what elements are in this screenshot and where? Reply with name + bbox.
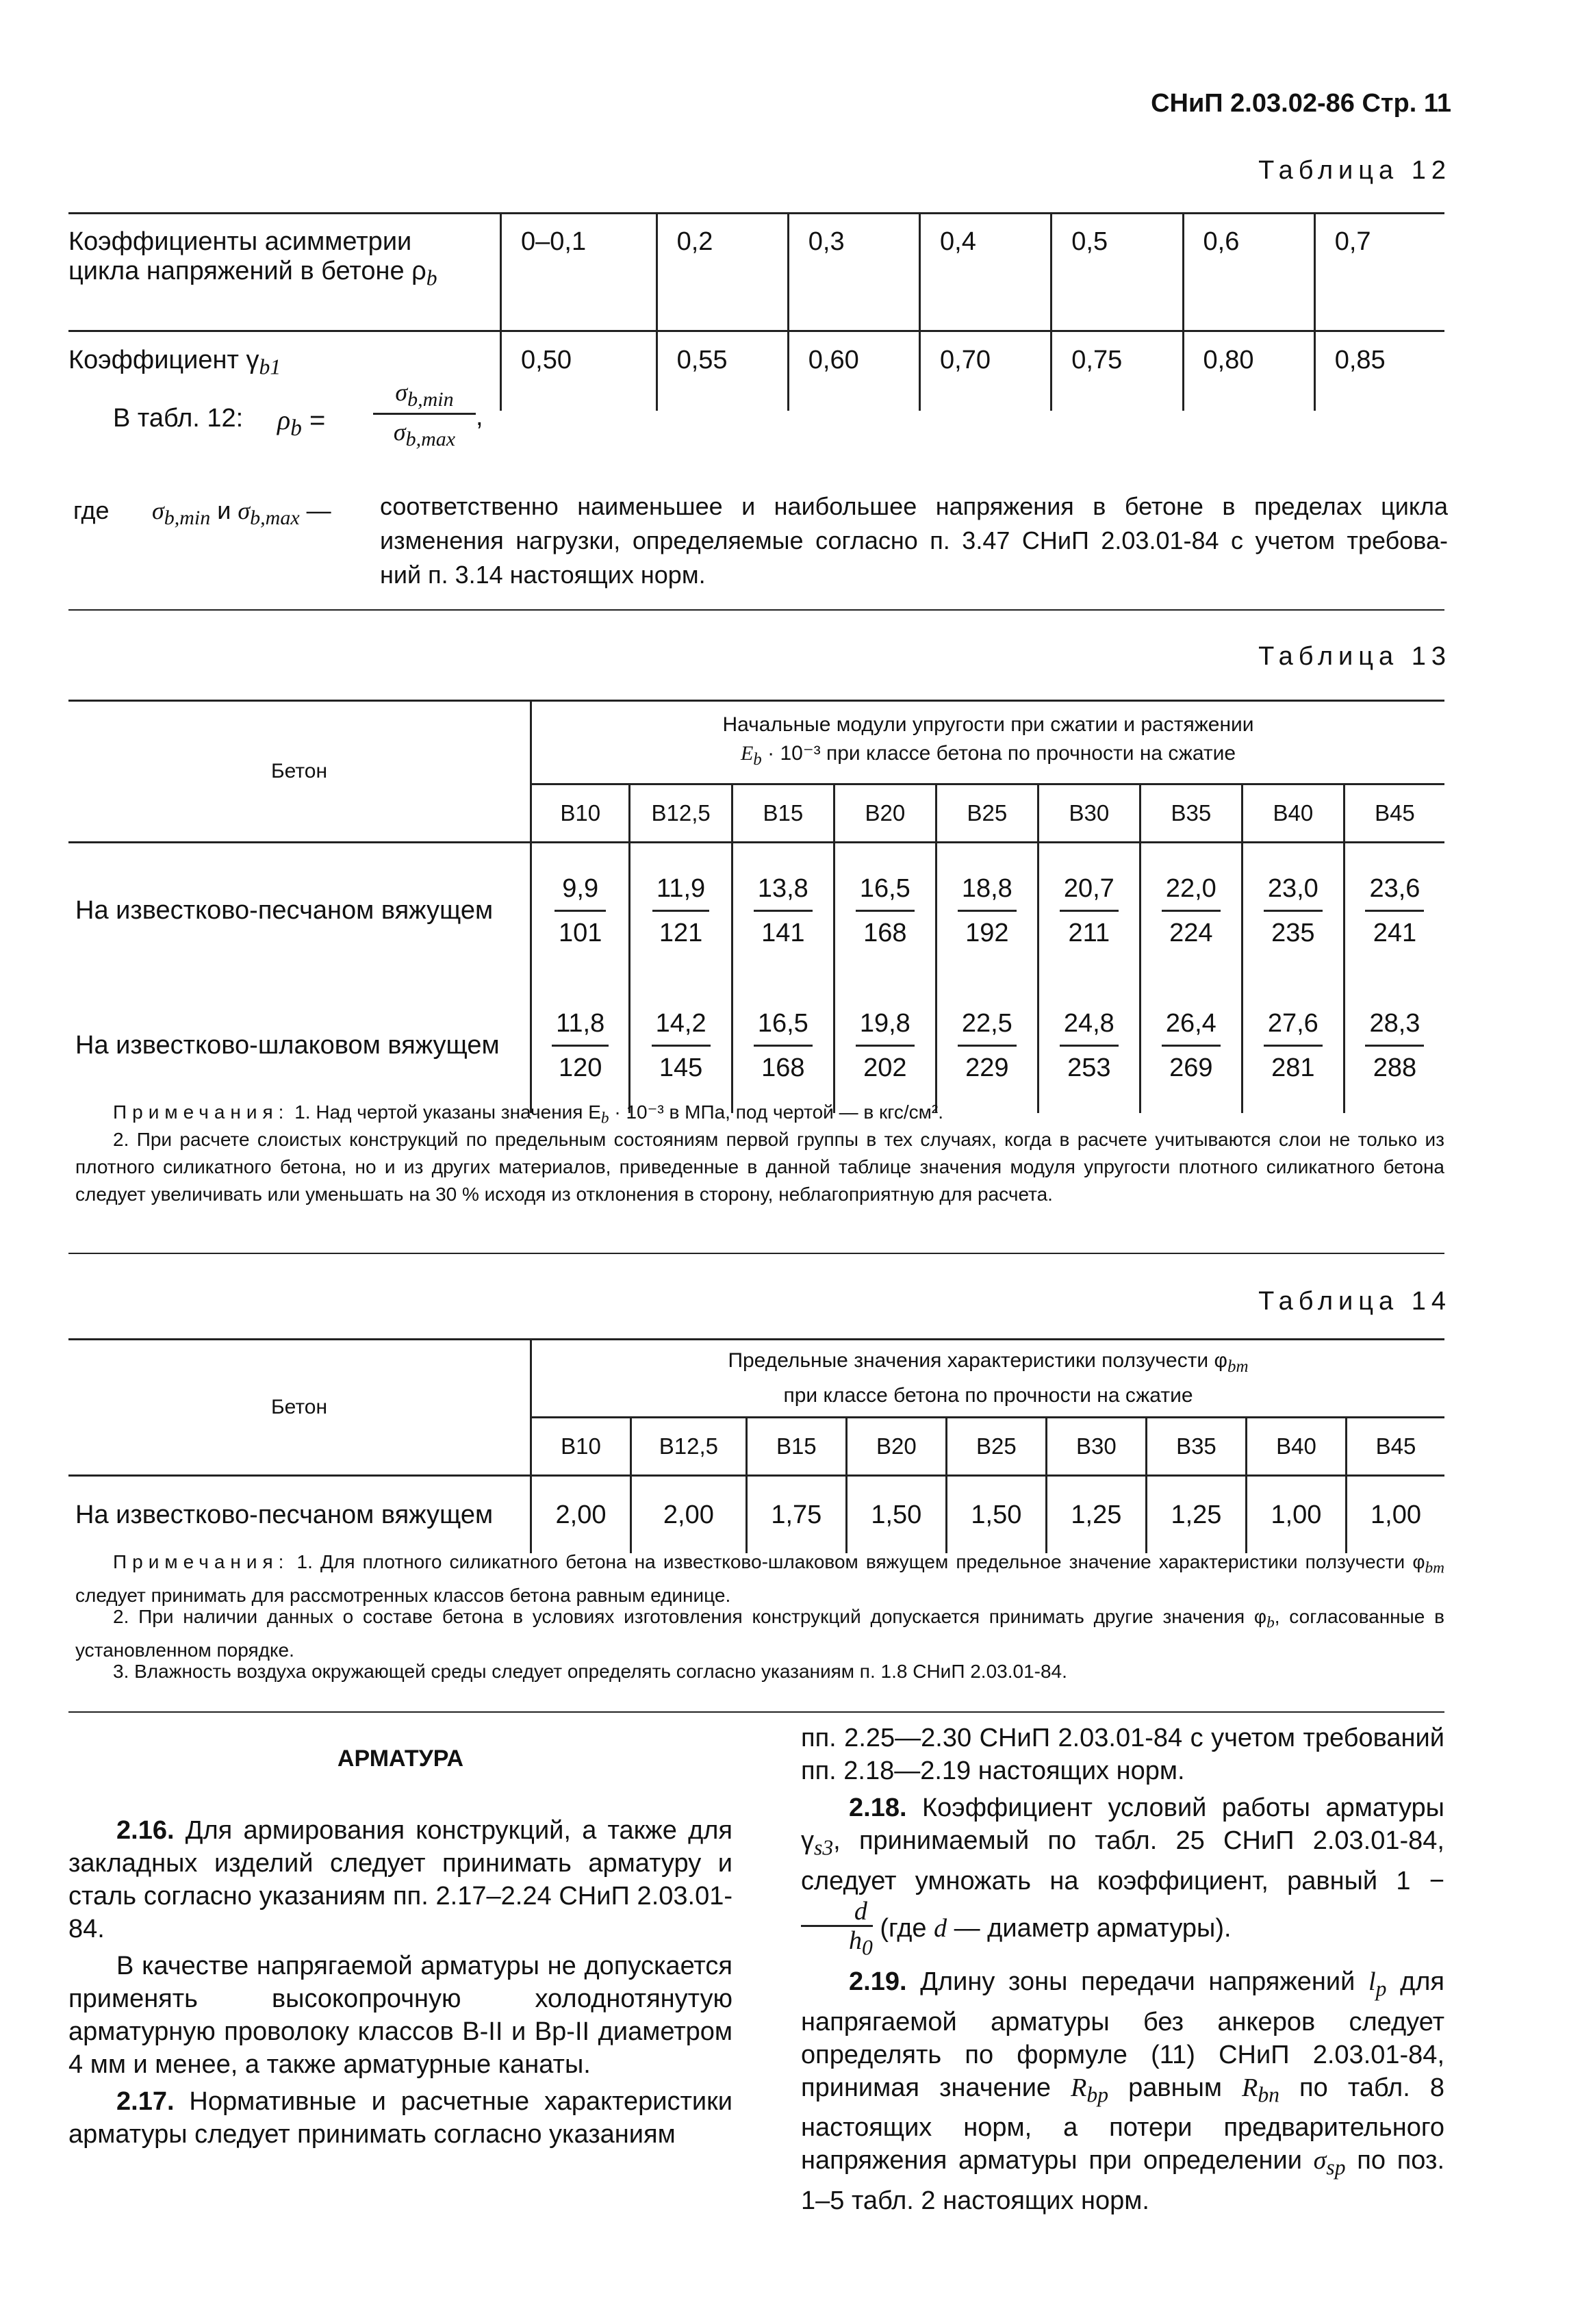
table14-cell: 1,25 xyxy=(1046,1476,1146,1554)
table13-cell: $\frac{11,9}{121}$ xyxy=(630,843,732,979)
table14-cell: 1,00 xyxy=(1346,1476,1444,1554)
table12-cell: 0,80 xyxy=(1183,331,1314,411)
table14 xyxy=(68,1340,1444,1553)
table12 xyxy=(68,214,1444,411)
table14-class: В15 xyxy=(746,1418,846,1476)
table14-class: В45 xyxy=(1346,1418,1444,1476)
table13-cell: $\frac{18,8}{192}$ xyxy=(936,843,1038,979)
table12-cell: 0–0,1 xyxy=(501,214,657,331)
table13-class: В20 xyxy=(834,784,936,843)
table13-cell: $\frac{11,8}{120}$ xyxy=(531,978,630,1113)
table14-class: В10 xyxy=(531,1418,631,1476)
table13-note2: 2. При расчете слоистых конструкций по предельным состояниям первой группы в тех случаях, когда в расчете учитываются слои не только из плотного силикатного бетона, но и из других материалов, приведенные в данной таблице значения модуля упругости плотного силикатного бетона следует увеличивать или уменьшать на 30 % исходя из отклонения в сторону, неблагоприятную для расчета. xyxy=(75,1129,1444,1205)
table13-class: В45 xyxy=(1344,784,1444,843)
table14-row-label: На известково-песчаном вяжущем xyxy=(75,1500,494,1529)
table14-class: В20 xyxy=(846,1418,946,1476)
table14-class: В35 xyxy=(1146,1418,1246,1476)
table14-cell: 1,50 xyxy=(946,1476,1046,1554)
table13-class: В40 xyxy=(1242,784,1344,843)
table12-cell: 0,6 xyxy=(1183,214,1314,331)
section-divider xyxy=(68,1253,1444,1254)
table13-class: В30 xyxy=(1038,784,1140,843)
formula-intro: В табл. 12: xyxy=(113,404,244,433)
table14-caption: Таблица 14 xyxy=(1258,1287,1451,1316)
table12-cell: 0,85 xyxy=(1314,331,1444,411)
table13-cell: $\frac{23,0}{235}$ xyxy=(1242,843,1344,979)
table14-cell: 2,00 xyxy=(631,1476,747,1554)
where-description: соответственно наименьшее и наибольшее напряжения в бетоне в пределах цикла изменения нагрузки, определяемые согласно п. 3.47 СНиП 2.03.01-84 с учетом требова- ний п. 3.14 настоящих норм. xyxy=(380,492,1448,589)
table13-cell: $\frac{22,5}{229}$ xyxy=(936,978,1038,1113)
table13 xyxy=(68,701,1444,1113)
table14-note1: Примечания: 1. Для плотного силикатного бетона на известково-шлаковом вяжущем предельное значение характеристики ползучести $\varphi_{bm}$ следует принимать для рассмотренных классов бетона равным единице. xyxy=(75,1551,1444,1606)
table12-cell: 0,75 xyxy=(1052,331,1183,411)
table13-notes: Примечания: 1. Над чертой указаны значения $E_b \cdot 10^{-3}$ в МПа, под чертой — в кгс/см². xyxy=(113,1101,944,1127)
table13-cell: $\frac{9,9}{101}$ xyxy=(531,843,630,979)
table12-cell: 0,50 xyxy=(501,331,657,411)
table13-class: В25 xyxy=(936,784,1038,843)
table13-row-label: На известково-шлаковом вяжущем xyxy=(75,1031,500,1060)
table13-cell: $\frac{19,8}{202}$ xyxy=(834,978,936,1113)
table12-cell: 0,4 xyxy=(920,214,1052,331)
fraction-d-h0: $\frac{d}{h_0}$ xyxy=(801,1898,873,1962)
table13-cell: $\frac{24,8}{253}$ xyxy=(1038,978,1140,1113)
table14-cell: 1,75 xyxy=(746,1476,846,1554)
table13-cell: $\frac{16,5}{168}$ xyxy=(834,843,936,979)
table13-class: В35 xyxy=(1140,784,1242,843)
table14-note2: 2. При наличии данных о составе бетона в условиях изготовления конструкций допускается принимать другие значения $\varphi_b$, согласованные в установленном порядке. xyxy=(75,1606,1444,1661)
table13-row-label: На известково-песчаном вяжущем xyxy=(75,896,494,925)
table13-class: В15 xyxy=(732,784,834,843)
formula-lhs: $\rho_b$ = xyxy=(277,405,326,441)
table14-class: В12,5 xyxy=(631,1418,747,1476)
table12-cell: 0,5 xyxy=(1052,214,1183,331)
table13-cell: $\frac{22,0}{224}$ xyxy=(1140,843,1242,979)
right-column: пп. 2.25—2.30 СНиП 2.03.01-84 с учетом требований пп. 2.18—2.19 настоящих норм. 2.18. Коэффициент условий работы арматуры $\gamma_{s3}$, принимаемый по табл. 25 СНиП 2.03.01-84, следует умножать на коэффициент, равный 1 − $\frac{d}{h_0}$ (где d — диаметр арматуры). 2.19. Длину зоны передачи напряжений $l_p$ для напрягаемой арматуры без анкеров следует определять по формуле (11) СНиП 2.03.01-84, принимая значение $R_{bp}$ равным $R_{bn}$ по табл. 8 настоящих норм, а потери предварительного напряжения арматуры при определении $\sigma_{sp}$ по поз. 1–5 табл. 2 настоящих норм. xyxy=(801,1724,1444,2215)
table14-cell: 1,50 xyxy=(846,1476,946,1554)
table12-cell: 0,3 xyxy=(788,214,919,331)
table13-cell: $\frac{16,5}{168}$ xyxy=(732,978,834,1113)
table13-cell: $\frac{23,6}{241}$ xyxy=(1344,843,1444,979)
page-header: СНиП 2.03.02-86 Стр. 11 xyxy=(1151,89,1451,118)
table12-cell: 0,55 xyxy=(657,331,788,411)
table13-col-concrete: Бетон xyxy=(68,701,531,843)
table12-cell: 0,2 xyxy=(657,214,788,331)
formula-comma: , xyxy=(476,403,483,431)
formula-fraction: $\sigma_{b,min}$ $\sigma_{b,max}$ xyxy=(373,378,476,451)
table13-cell: $\frac{26,4}{269}$ xyxy=(1140,978,1242,1113)
table14-col-concrete: Бетон xyxy=(68,1340,531,1476)
left-column: 2.16. Для армирования конструкций, а также для закладных изделий следует принимать арматуру и сталь согласно указаниям пп. 2.17–2.24 СНиП 2.03.01-84. В качестве напрягаемой арматуры не допускается применять высокопрочную холоднотянутую арматурную проволоку классов В-II и Вр-II диаметром 4 мм и менее, а также арматурные канаты. 2.17. Нормативные и расчетные характеристики арматуры следует принимать согласно указаниям xyxy=(68,1816,732,2149)
table14-cell: 1,25 xyxy=(1146,1476,1246,1554)
section-divider xyxy=(68,609,1444,611)
table14-note3: 3. Влажность воздуха окружающей среды следует определять согласно указаниям п. 1.8 СНиП 2.03.01-84. xyxy=(113,1661,1067,1682)
table14-class: В30 xyxy=(1046,1418,1146,1476)
table12-cell: 0,70 xyxy=(920,331,1052,411)
table14-group-header: Предельные значения характеристики ползучести $\varphi_{bm}$ при классе бетона по прочности на сжатие xyxy=(531,1340,1445,1418)
table12-cell: 0,60 xyxy=(788,331,919,411)
table14-cell: 1,00 xyxy=(1246,1476,1346,1554)
table13-caption: Таблица 13 xyxy=(1258,642,1451,671)
where-symbols: $\sigma_{b,min}$ и $\sigma_{b,max}$ — xyxy=(152,496,331,530)
table12-row1-label: Коэффициенты асимметрии цикла напряжений в бетоне $\rho_b$ xyxy=(68,214,501,331)
table13-class: В12,5 xyxy=(630,784,732,843)
table12-row2-label: Коэффициент $\gamma_{b1}$ xyxy=(68,346,281,379)
table14-class: В25 xyxy=(946,1418,1046,1476)
table13-cell: $\frac{27,6}{281}$ xyxy=(1242,978,1344,1113)
section-divider xyxy=(68,1711,1444,1713)
table12-caption: Таблица 12 xyxy=(1258,156,1451,185)
table13-cell: $\frac{20,7}{211}$ xyxy=(1038,843,1140,979)
table13-cell: $\frac{14,2}{145}$ xyxy=(630,978,732,1113)
table13-group-header: Начальные модули упругости при сжатии и растяжении $E_b \cdot 10^{-3}$ при классе бетона по прочности на сжатие xyxy=(531,701,1445,784)
table14-cell: 2,00 xyxy=(531,1476,631,1554)
table13-cell: $\frac{28,3}{288}$ xyxy=(1344,978,1444,1113)
table12-cell: 0,7 xyxy=(1314,214,1444,331)
table13-cell: $\frac{13,8}{141}$ xyxy=(732,843,834,979)
table14-class: В40 xyxy=(1246,1418,1346,1476)
where-word: где xyxy=(73,496,110,524)
section-heading-armatura: АРМАТУРА xyxy=(337,1746,464,1772)
table13-class: В10 xyxy=(531,784,630,843)
